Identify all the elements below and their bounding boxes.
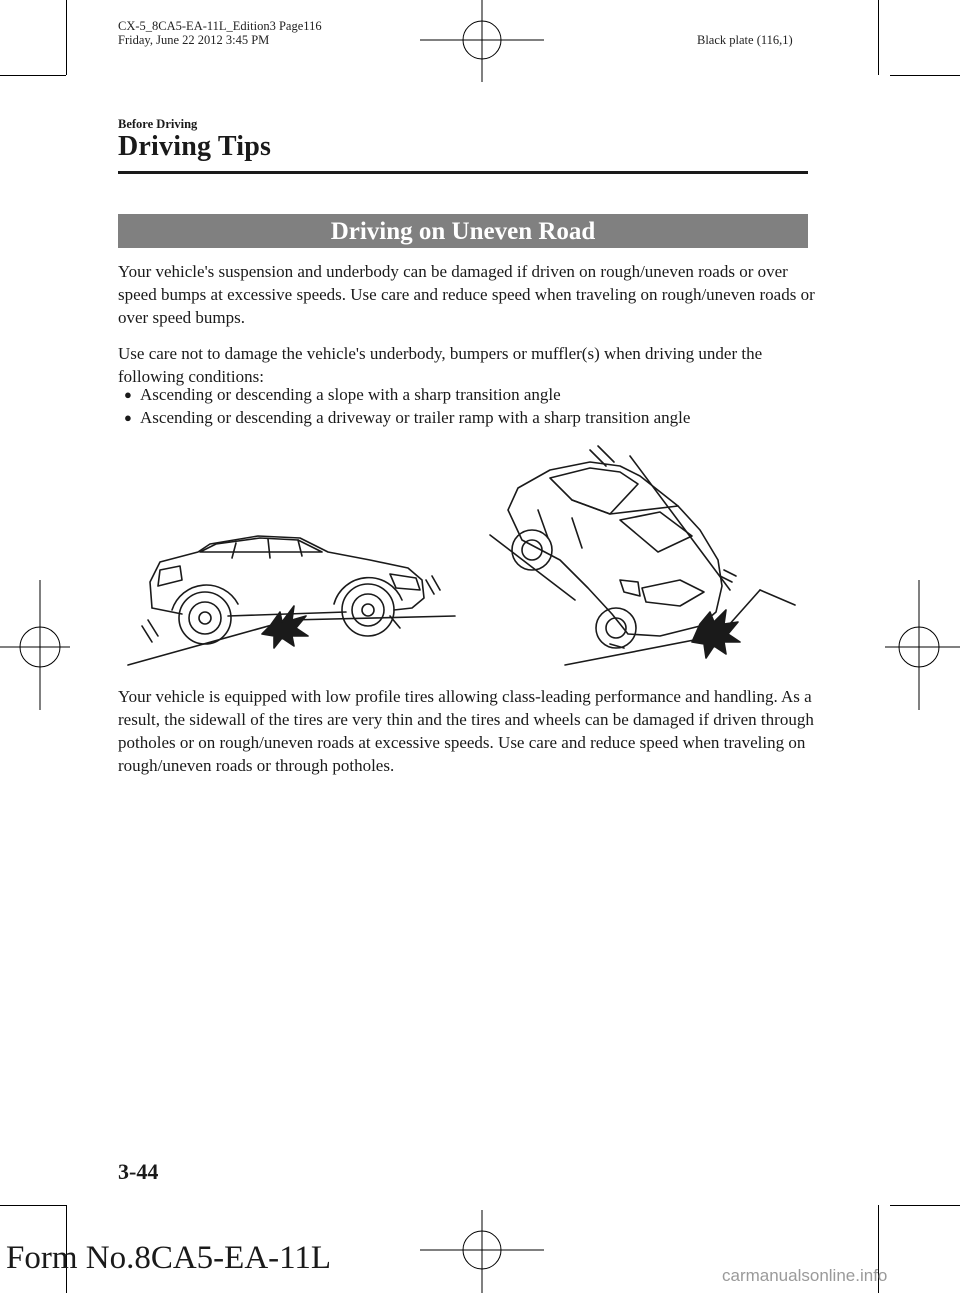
list-item-text: Ascending or descending a driveway or trailer ramp with a sharp transition angle <box>140 408 691 427</box>
section-heading: Driving on Uneven Road <box>118 214 808 248</box>
crop-mark <box>890 75 960 76</box>
print-date-line: Friday, June 22 2012 3:45 PM <box>118 33 270 47</box>
bullet-icon: ● <box>124 387 132 402</box>
car-scraping-slope-illustration <box>120 440 810 675</box>
print-plate: Black plate (116,1) <box>697 33 793 47</box>
registration-mark-left <box>0 580 70 710</box>
crop-mark <box>878 0 879 75</box>
print-file-line: CX-5_8CA5-EA-11L_Edition3 Page116 <box>118 19 322 33</box>
page-number: 3-44 <box>118 1159 159 1184</box>
list-item-text: Ascending or descending a slope with a sharp transition angle <box>140 385 561 404</box>
list-item <box>118 383 818 406</box>
crop-mark <box>66 0 67 75</box>
chapter-title: Driving Tips <box>118 131 272 162</box>
registration-mark-top <box>420 0 544 82</box>
bullet-icon: ● <box>124 410 132 425</box>
paragraph-conditions-intro: Use care not to damage the vehicle's underbody, bumpers or muffler(s) when driving under the following conditions: <box>118 344 763 386</box>
paragraph-low-profile-tires: Your vehicle is equipped with low profile tires allowing class-leading performance and handling. As a result, the sidewall of the tires are very thin and the tires and wheels can be damaged if driven through potholes or on rough/uneven roads at excessive speeds. Use care and reduce speed when traveling on rough/uneven roads or through potholes. <box>118 687 814 775</box>
conditions-list <box>118 383 818 429</box>
registration-mark-bottom <box>420 1210 544 1293</box>
paragraph-suspension-warning: Your vehicle's suspension and underbody can be damaged if driven on rough/uneven roads or over speed bumps at excessive speeds. Use care and reduce speed when traveling on rough/uneven roads or over speed bumps. <box>118 262 815 327</box>
crop-mark <box>0 75 66 76</box>
form-number: Form No.8CA5-EA-11L <box>6 1240 332 1276</box>
list-item <box>118 406 818 429</box>
watermark: carmanualsonline.info <box>722 1266 888 1285</box>
crop-mark <box>0 1205 66 1206</box>
registration-mark-right <box>885 580 960 710</box>
crop-mark <box>890 1205 960 1206</box>
section-label: Before Driving <box>118 117 198 131</box>
title-rule <box>118 171 808 174</box>
